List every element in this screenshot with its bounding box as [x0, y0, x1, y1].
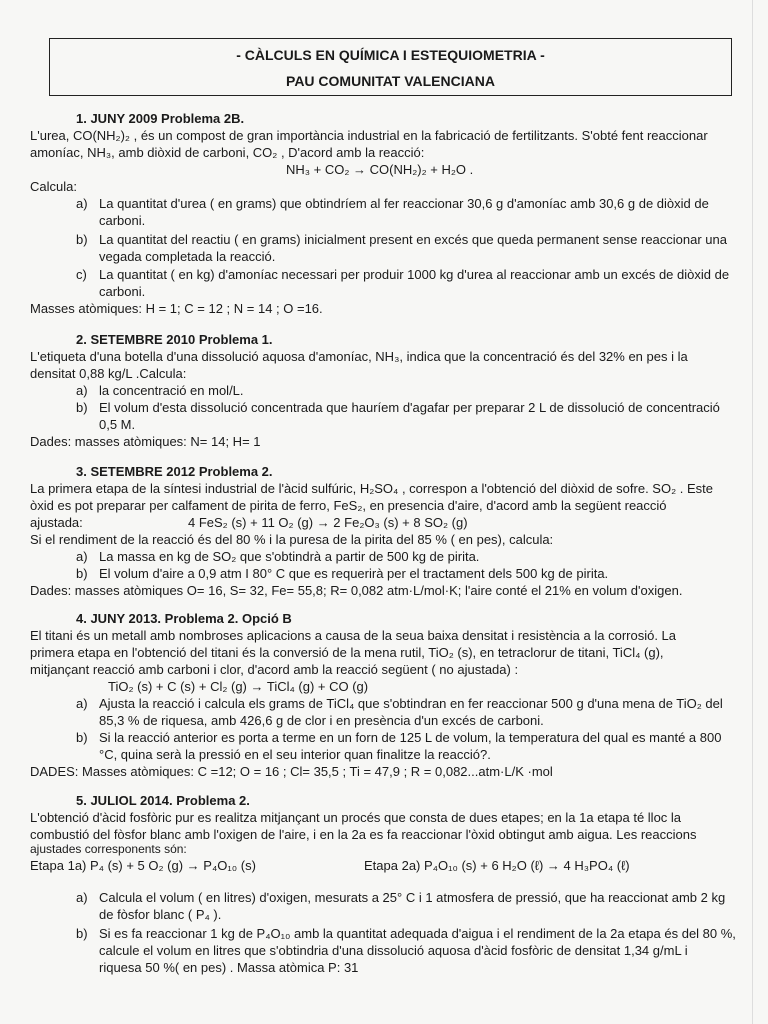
problem-5-etapa-1: Etapa 1a) P₄ (s) + 5 O₂ (g) → P₄O₁₀ (s)	[30, 858, 256, 873]
problem-2-item-b: 0,5 M.	[99, 417, 136, 432]
problem-1-item-b: La quantitat del reactiu ( en grams) inicialment present en excés que queda permanent sense reaccionar una	[99, 232, 727, 247]
page-edge	[752, 0, 753, 1024]
problem-5-etapa-2: Etapa 2a) P₄O₁₀ (s) + 6 H₂O (ℓ) → 4 H₃PO₄ (ℓ)	[364, 858, 630, 873]
problem-1-item-a: carboni.	[99, 213, 146, 228]
problem-2-heading: 2. SETEMBRE 2010 Problema 1.	[76, 332, 273, 347]
item-label: c)	[76, 267, 87, 282]
problem-4-item-b: Si la reacció anterior es porta a terme en un forn de 125 L de volum, la temperatura del qual es manté a 800	[99, 730, 722, 745]
problem-3-intro-line: La primera etapa de la síntesi industrial de l'àcid sulfúric, H₂SO₄ , correspon a l'obtenció del diòxid de sofre. SO₂ . Este	[30, 481, 713, 496]
problem-5-item-b: Si es fa reaccionar 1 kg de P₄O₁₀ amb la quantitat adequada d'aigua i el rendiment de la 2a etapa és del 80 %,	[99, 926, 736, 941]
problem-3-intro-line: ajustada:	[30, 515, 83, 530]
page-subtitle: PAU COMUNITAT VALENCIANA	[286, 73, 495, 89]
problem-4-intro-line: mitjançant reacció amb carboni i clor, d'acord amb la reacció següent ( no ajustada) :	[30, 662, 519, 677]
problem-1-item-c: La quantitat ( en kg) d'amoníac necessari per produir 1000 kg d'urea al reaccionar amb un excés de diòxid de	[99, 267, 730, 282]
problem-2-dades: Dades: masses atòmiques: N= 14; H= 1	[30, 434, 261, 449]
item-label: b)	[76, 730, 88, 745]
problem-5-intro-line: combustió del fòsfor blanc amb l'oxigen de l'aire, i en la 2a es fa reaccionar l'òxid obtingut amb aigua. Les reaccions	[30, 827, 697, 842]
problem-2-intro-line: L'etiqueta d'una botella d'una dissolució aquosa d'amoníac, NH₃, indica que la concentració és del 32% en pes i la	[30, 349, 688, 364]
problem-5-intro-line: L'obtenció d'àcid fosfòric pur es realitza mitjançant un procés que consta de dues etapes; en la 1a etapa té lloc la	[30, 810, 682, 825]
header-box	[49, 38, 732, 96]
problem-3-intro-line: Si el rendiment de la reacció és del 80 % i la puresa de la pirita del 85 % ( en pes), calcula:	[30, 532, 554, 547]
problem-5-heading: 5. JULIOL 2014. Problema 2.	[76, 793, 250, 808]
problem-1-item-b: vegada completada la reacció.	[99, 249, 276, 264]
problem-3-item-b: El volum d'aire a 0,9 atm I 80° C que es requerirà per el tractament dels 500 kg de pirita.	[99, 566, 609, 581]
problem-3-intro-line: òxid es pot preparar per calfament de pirita de ferro, FeS₂, en presencia d'aire, d'acord amb la següent reacció	[30, 498, 667, 513]
problem-3-item-a: La massa en kg de SO₂ que s'obtindrà a partir de 500 kg de pirita.	[99, 549, 480, 564]
item-label: a)	[76, 196, 88, 211]
problem-5-item-a: Calcula el volum ( en litres) d'oxigen, mesurats a 25° C i 1 atmosfera de pressió, que ha reaccionat amb 2 kg	[99, 890, 726, 905]
item-label: b)	[76, 400, 88, 415]
item-label: b)	[76, 566, 88, 581]
problem-4-item-b: °C, quina serà la pressió en el seu interior quan finalitze la reacció?.	[99, 747, 491, 762]
page-title: - CÀLCULS EN QUÍMICA I ESTEQUIOMETRIA -	[236, 47, 545, 63]
problem-3-heading: 3. SETEMBRE 2012 Problema 2.	[76, 464, 273, 479]
problem-4-intro-line: El titani és un metall amb nombroses aplicacions a causa de la seua baixa densitat i resistència a la corrosió. La	[30, 628, 677, 643]
problem-3-dades: Dades: masses atòmiques O= 16, S= 32, Fe= 55,8; R= 0,082 atm·L/mol·K; l'aire conté el 21% en volum d'oxigen.	[30, 583, 683, 598]
problem-5-intro-line: ajustades corresponents són:	[30, 842, 187, 856]
problem-1-heading: 1. JUNY 2009 Problema 2B.	[76, 111, 245, 126]
problem-1-item-a: La quantitat d'urea ( en grams) que obtindríem al fer reaccionar 30,6 g d'amoníac amb 30,6 g de diòxid de	[99, 196, 709, 211]
problem-1-masses: Masses atòmiques: H = 1; C = 12 ; N = 14 ; O =16.	[30, 301, 323, 316]
item-label: a)	[76, 696, 88, 711]
problem-1-intro-line: amoníac, NH₃, amb diòxid de carboni, CO₂ , D'acord amb la reacció:	[30, 145, 425, 160]
problem-1-intro-line: L'urea, CO(NH₂)₂ , és un compost de gran importància industrial en la fabricació de fertilitzants. S'obté fent reaccionar	[30, 128, 708, 143]
item-label: b)	[76, 232, 88, 247]
problem-1-item-c: carboni.	[99, 284, 146, 299]
problem-5-item-a: de fòsfor blanc ( P₄ ).	[99, 907, 222, 922]
problem-4-dades: DADES: Masses atòmiques: C =12; O = 16 ; Cl= 35,5 ; Ti = 47,9 ; R = 0,082...atm·L/K ·mol	[30, 764, 553, 779]
item-label: a)	[76, 549, 88, 564]
calcula-label: Calcula:	[30, 179, 77, 194]
problem-2-intro-line: densitat 0,88 kg/L .Calcula:	[30, 366, 187, 381]
problem-5-item-b: calcule el volum en litres que s'obtindria d'una dissolució aquosa d'àcid fosfòric de densitat 1,34 g/mL i	[99, 943, 688, 958]
problem-4-item-a: 85,3 % de riquesa, amb 426,6 g de clor i en presència d'un excés de carboni.	[99, 713, 544, 728]
problem-2-item-a: la concentració en mol/L.	[99, 383, 244, 398]
problem-3-reaction: 4 FeS₂ (s) + 11 O₂ (g) → 2 Fe₂O₃ (s) + 8 SO₂ (g)	[188, 515, 468, 530]
problem-1-reaction: NH₃ + CO₂ → CO(NH₂)₂ + H₂O .	[286, 162, 474, 177]
problem-4-reaction: TiO₂ (s) + C (s) + Cl₂ (g) → TiCl₄ (g) + CO (g)	[108, 679, 369, 694]
problem-2-item-b: El volum d'esta dissolució concentrada que hauríem d'agafar per preparar 2 L de dissolució de concentració	[99, 400, 720, 415]
problem-5-item-b: riquesa 50 %( en pes) . Massa atòmica P: 31	[99, 960, 359, 975]
item-label: b)	[76, 926, 88, 941]
problem-4-item-a: Ajusta la reacció i calcula els grams de TiCl₄ que s'obtindran en fer reaccionar 500 g d'una mena de TiO₂ del	[99, 696, 723, 711]
item-label: a)	[76, 383, 88, 398]
item-label: a)	[76, 890, 88, 905]
problem-4-heading: 4. JUNY 2013. Problema 2. Opció B	[76, 611, 292, 626]
problem-4-intro-line: primera etapa en l'obtenció del titani és la conversió de la mena rutil, TiO₂ (s), en tetraclorur de titani, TiCl₄ (g),	[30, 645, 664, 660]
